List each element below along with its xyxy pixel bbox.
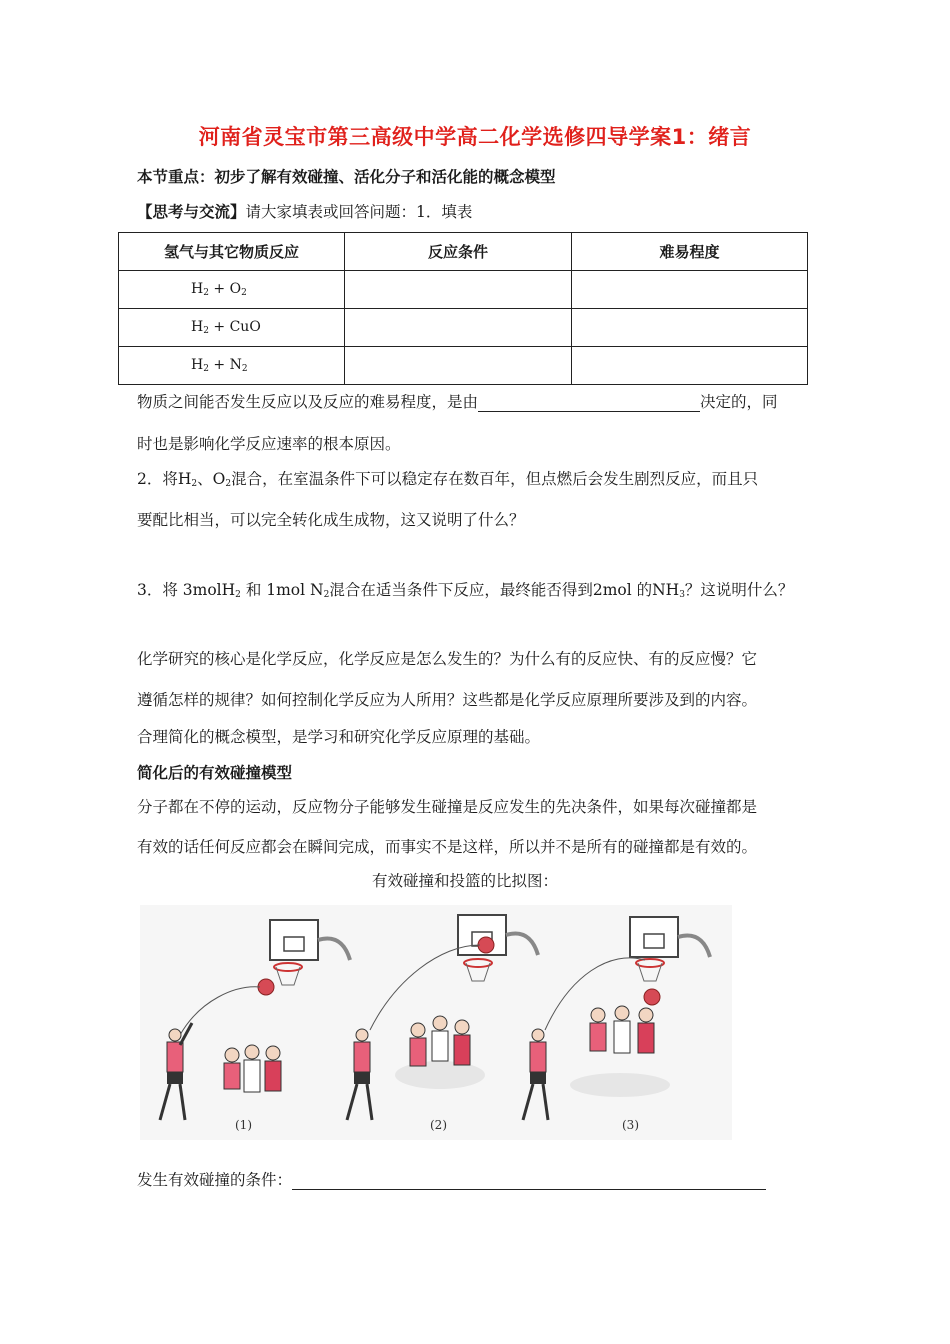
basketball — [258, 979, 274, 995]
basketball — [478, 937, 494, 953]
paragraph-line: 有效的话任何反应都会在瞬间完成，而事实不是这样，所以并不是所有的碰撞都是有效的。 — [137, 838, 758, 856]
question-1: 物质之间能否发生反应以及反应的难易程度，是由 决定的，同 — [137, 393, 778, 411]
backboard — [270, 920, 318, 960]
question-3: 3．将 3molH$_2$ 和 1mol $N_2$混合在适当条件下反应，最终能否得到2mol 的$NH_3$？这说明什么？ — [137, 581, 794, 600]
question-2-line2: 要配比相当，可以完全转化成生成物，这又说明了什么？ — [137, 511, 525, 529]
paragraph-line: 化学研究的核心是化学反应，化学反应是怎么发生的？为什么有的反应快、有的反应慢？它 — [137, 650, 758, 668]
table-row — [119, 309, 808, 347]
difficulty-cell[interactable] — [572, 309, 808, 347]
table-row — [119, 347, 808, 385]
figure-caption: 有效碰撞和投篮的比拟图： — [372, 872, 559, 890]
ground-shadow — [395, 1061, 485, 1089]
section-heading: 简化后的有效碰撞模型 — [137, 764, 293, 782]
table-header: 难易程度 — [572, 233, 808, 271]
reaction-cell: $H_2 + O_2$ — [119, 271, 345, 309]
table-header: 反应条件 — [345, 233, 572, 271]
paragraph-line: 合理简化的概念模型，是学习和研究化学反应原理的基础。 — [137, 728, 541, 746]
crowd — [224, 1045, 281, 1092]
panel-label: (1) — [235, 1118, 252, 1132]
panel-label: (3) — [622, 1118, 639, 1132]
shooter — [167, 1042, 183, 1072]
fill-in-table — [118, 232, 808, 385]
crowd — [590, 1006, 654, 1053]
panel-label: (2) — [430, 1118, 447, 1132]
shooter — [354, 1042, 370, 1072]
answer-blank[interactable] — [292, 1171, 766, 1190]
section-focus: 本节重点：初步了解有效碰撞、活化分子和活化能的概念模型 — [137, 168, 556, 186]
condition-cell[interactable] — [345, 271, 572, 309]
reaction-cell: $H_2$ + CuO — [119, 309, 345, 347]
table-header: 氢气与其它物质反应 — [119, 233, 345, 271]
question-2: 2．将$H_2$、$O_2$混合，在室温条件下可以稳定存在数百年，但点燃后会发生剧烈反应，而且只 — [137, 470, 759, 489]
paragraph-line: 分子都在不停的运动，反应物分子能够发生碰撞是反应发生的先决条件，如果每次碰撞都是 — [137, 798, 758, 816]
paragraph-line: 遵循怎样的规律？如何控制化学反应为人所用？这些都是化学反应原理所要涉及到的内容。 — [137, 691, 758, 709]
reaction-cell: $H_2 + N_2$ — [119, 347, 345, 385]
question-1-line2: 时也是影响化学反应速率的根本原因。 — [137, 435, 401, 453]
ground-shadow — [570, 1073, 670, 1097]
difficulty-cell[interactable] — [572, 347, 808, 385]
answer-blank[interactable] — [478, 393, 700, 412]
table-header-row — [119, 233, 808, 271]
shooter — [530, 1042, 546, 1072]
condition-cell[interactable] — [345, 347, 572, 385]
think-and-exchange — [137, 200, 472, 222]
think-text: 请大家填表或回答问题：1．填表 — [245, 203, 473, 221]
page-title: 河南省灵宝市第三高级中学高二化学选修四导学案1：绪言 — [198, 125, 752, 149]
condition-cell[interactable] — [345, 309, 572, 347]
backboard — [630, 917, 678, 957]
basketball-analogy-illustration — [140, 905, 732, 1140]
basketball — [644, 989, 660, 1005]
crowd — [410, 1016, 470, 1066]
condition-line: 发生有效碰撞的条件： — [137, 1168, 766, 1190]
table-row — [119, 271, 808, 309]
think-label: 【思考与交流】 — [137, 203, 246, 221]
difficulty-cell[interactable] — [572, 271, 808, 309]
